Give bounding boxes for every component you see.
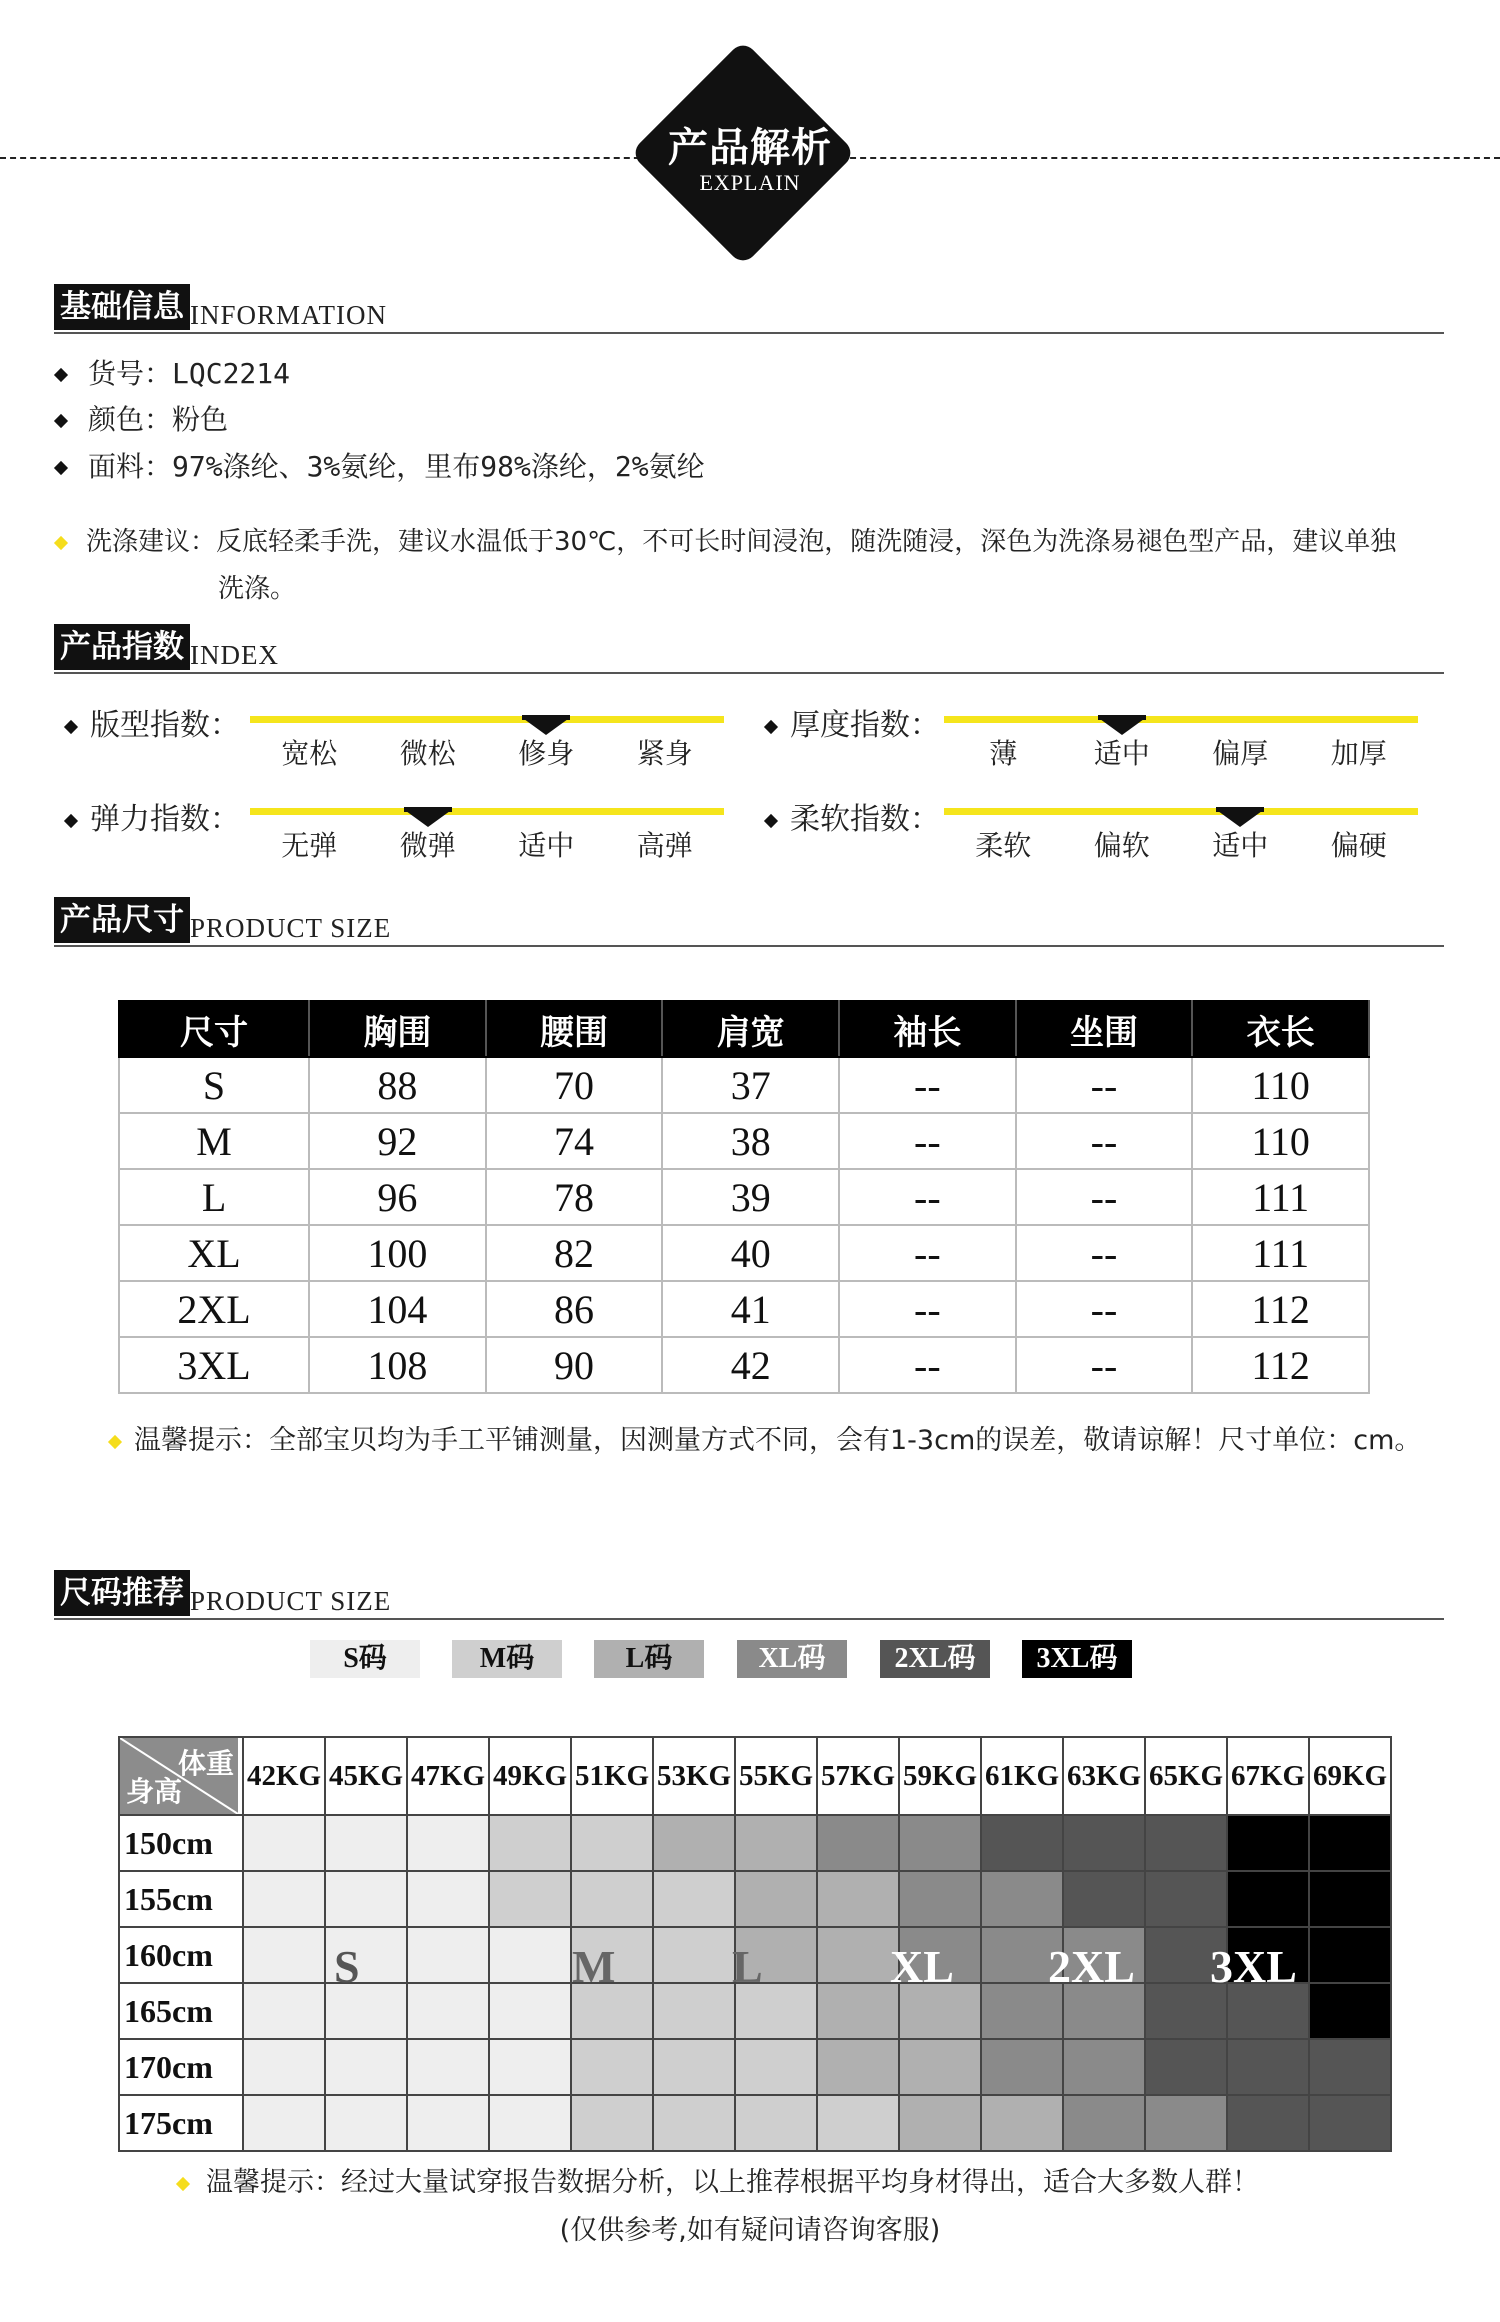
size-note: 温馨提示：全部宝贝均为手工平铺测量，因测量方式不同，会有1-3cm的误差，敬请谅解！尺寸单位：cm。	[110, 1418, 1421, 1457]
index-label: 版型指数：	[66, 700, 240, 744]
size-table-cell: --	[1016, 1225, 1193, 1281]
section-size-en: PRODUCT SIZE	[190, 913, 392, 943]
size-cell	[325, 1815, 407, 1871]
size-table-cell: 42	[662, 1337, 839, 1393]
weight-header-cell: 57KG	[817, 1737, 899, 1815]
index-scale-bar	[250, 808, 724, 815]
size-cell	[489, 2095, 571, 2151]
size-cell	[653, 1815, 735, 1871]
size-cell	[1227, 2095, 1309, 2151]
size-cell	[407, 1983, 489, 2039]
size-cell	[1145, 2039, 1227, 2095]
weight-header-cell: 69KG	[1309, 1737, 1391, 1815]
size-cell	[1309, 1871, 1391, 1927]
rec-note-sub: (仅供参考,如有疑问请咨询客服)	[559, 2215, 941, 2246]
size-table-cell: 70	[486, 1057, 663, 1113]
size-cell	[817, 1983, 899, 2039]
size-cell	[981, 1815, 1063, 1871]
size-table-row	[119, 1281, 1369, 1337]
size-table-cell: 40	[662, 1225, 839, 1281]
weight-header-cell: 55KG	[735, 1737, 817, 1815]
size-table-cell: 92	[309, 1113, 486, 1169]
size-cell	[1063, 1815, 1145, 1871]
size-cell	[899, 1871, 981, 1927]
size-cell	[1145, 1815, 1227, 1871]
size-cell	[325, 1871, 407, 1927]
size-cell	[243, 2095, 325, 2151]
legend-item: XL码	[737, 1640, 847, 1678]
index-option: 柔软	[975, 829, 1032, 862]
size-cell	[817, 2039, 899, 2095]
size-table-cell: 82	[486, 1225, 663, 1281]
size-table-cell: 37	[662, 1057, 839, 1113]
size-cell	[325, 2039, 407, 2095]
size-table-row	[119, 1113, 1369, 1169]
size-cell	[1227, 2039, 1309, 2095]
legend-item: M码	[452, 1640, 562, 1678]
yellow-bullet-icon	[176, 2176, 190, 2190]
size-cell	[407, 1927, 489, 1983]
size-cell	[817, 1927, 899, 1983]
size-table-cell: 90	[486, 1337, 663, 1393]
grid-size-label: M	[572, 1941, 616, 1992]
size-table-cell: 3XL	[119, 1337, 309, 1393]
size-table-header-cell: 衣长	[1192, 1001, 1369, 1057]
weight-header-cell: 63KG	[1063, 1737, 1145, 1815]
section-basic-en: INFORMATION	[190, 300, 388, 330]
size-table-cell: 2XL	[119, 1281, 309, 1337]
size-cell	[407, 2039, 489, 2095]
size-cell	[571, 1871, 653, 1927]
size-cell	[1063, 2039, 1145, 2095]
info-wash: 洗涤建议：反底轻柔手洗，建议水温低于30℃，不可长时间浸泡，随洗随浸，深色为洗涤易褪色型产品，建议单独	[56, 521, 1396, 558]
size-cell	[489, 2039, 571, 2095]
weight-header-cell: 42KG	[243, 1737, 325, 1815]
index-option: 加厚	[1330, 737, 1387, 770]
size-table-row	[119, 1337, 1369, 1393]
index-option: 微弹	[399, 829, 456, 862]
index-label: 弹力指数：	[66, 794, 240, 838]
size-table-header-row	[119, 1001, 1369, 1057]
size-cell	[653, 1927, 735, 1983]
index-selected-marker-icon	[1218, 811, 1262, 827]
size-cell	[1309, 1983, 1391, 2039]
corner-height-label: 身高	[126, 1777, 183, 1808]
size-table-cell: --	[1016, 1113, 1193, 1169]
size-cell	[653, 1983, 735, 2039]
size-table-cell: 110	[1192, 1113, 1369, 1169]
size-table-cell: --	[1016, 1169, 1193, 1225]
size-table-cell: --	[839, 1281, 1016, 1337]
weight-header-cell: 47KG	[407, 1737, 489, 1815]
grid-size-label: 2XL	[1048, 1941, 1135, 1992]
size-cell	[325, 2095, 407, 2151]
size-cell	[735, 2039, 817, 2095]
size-table-cell: 111	[1192, 1225, 1369, 1281]
size-table-cell: 38	[662, 1113, 839, 1169]
size-table-cell: --	[839, 1113, 1016, 1169]
size-table-cell: --	[839, 1169, 1016, 1225]
index-option: 偏硬	[1330, 829, 1387, 862]
index-option: 微松	[399, 737, 456, 770]
index-scale-bar	[944, 716, 1418, 723]
diamond-bullet-icon	[764, 719, 778, 733]
weight-header-cell: 65KG	[1145, 1737, 1227, 1815]
size-table-cell: 88	[309, 1057, 486, 1113]
index-option: 高弹	[636, 829, 693, 862]
size-cell	[981, 2095, 1063, 2151]
size-cell	[981, 1871, 1063, 1927]
size-table-cell: 104	[309, 1281, 486, 1337]
size-table-cell: 100	[309, 1225, 486, 1281]
weight-header-cell: 61KG	[981, 1737, 1063, 1815]
height-header-cell: 175cm	[119, 2095, 243, 2151]
yellow-bullet-icon	[54, 535, 68, 549]
height-row	[119, 1815, 1391, 1871]
legend-item: 2XL码	[880, 1640, 990, 1678]
section-basic-info	[54, 284, 1444, 334]
size-table-cell: 110	[1192, 1057, 1369, 1113]
size-cell	[407, 1871, 489, 1927]
size-table-cell: 112	[1192, 1337, 1369, 1393]
rec-note: 温馨提示：经过大量试穿报告数据分析，以上推荐根据平均身材得出，适合大多数人群！	[178, 2160, 1259, 2199]
size-table-cell: XL	[119, 1225, 309, 1281]
header-subtitle: EXPLAIN	[699, 170, 801, 195]
size-cell	[1309, 1927, 1391, 1983]
section-rec-title: 尺码推荐	[54, 1570, 190, 1616]
index-option: 适中	[518, 829, 575, 862]
corner-weight-label: 体重	[177, 1749, 234, 1780]
height-row	[119, 2095, 1391, 2151]
index-option: 无弹	[281, 829, 338, 862]
size-table-cell: 39	[662, 1169, 839, 1225]
section-size-recommend	[54, 1570, 1444, 1620]
size-table-cell: 111	[1192, 1169, 1369, 1225]
index-option: 偏厚	[1212, 737, 1269, 770]
height-header-cell: 150cm	[119, 1815, 243, 1871]
size-cell	[1145, 1871, 1227, 1927]
size-cell	[817, 1815, 899, 1871]
size-table-cell: --	[839, 1337, 1016, 1393]
size-table-cell: 108	[309, 1337, 486, 1393]
size-table-cell: --	[839, 1057, 1016, 1113]
size-cell	[1309, 1815, 1391, 1871]
index-selected-marker-icon	[406, 811, 450, 827]
index-option: 薄	[989, 737, 1018, 770]
height-row	[119, 1871, 1391, 1927]
info-fabric: 面料：97%涤纶、3%氨纶，里布98%涤纶，2%氨纶	[56, 445, 705, 485]
size-table-header-cell: 坐围	[1016, 1001, 1193, 1057]
size-cell	[1227, 1815, 1309, 1871]
legend-item: L码	[594, 1640, 704, 1678]
weight-header-cell: 53KG	[653, 1737, 735, 1815]
legend-item: 3XL码	[1022, 1640, 1132, 1678]
size-table-cell: 96	[309, 1169, 486, 1225]
grid-size-label: 3XL	[1210, 1941, 1297, 1992]
size-cell	[407, 2095, 489, 2151]
size-cell	[489, 1871, 571, 1927]
diamond-bullet-icon	[54, 414, 68, 428]
info-item-no: 货号：LQC2214	[56, 352, 290, 392]
size-table-header-cell: 肩宽	[662, 1001, 839, 1057]
yellow-bullet-icon	[108, 1434, 122, 1448]
size-cell	[735, 2095, 817, 2151]
size-cell	[899, 2095, 981, 2151]
recommend-header-row	[119, 1737, 1391, 1815]
size-table-header-cell: 袖长	[839, 1001, 1016, 1057]
section-product-size	[54, 897, 1444, 947]
size-cell	[489, 1927, 571, 1983]
size-table-header-cell: 胸围	[309, 1001, 486, 1057]
size-cell	[653, 2039, 735, 2095]
height-header-cell: 170cm	[119, 2039, 243, 2095]
size-cell	[243, 1871, 325, 1927]
header-dashed-line-right	[840, 157, 1500, 159]
header-dashed-line-left	[0, 157, 660, 159]
size-table-cell: M	[119, 1113, 309, 1169]
size-cell	[571, 1815, 653, 1871]
size-cell	[243, 1815, 325, 1871]
size-cell	[489, 1815, 571, 1871]
diamond-bullet-icon	[64, 813, 78, 827]
size-table-row	[119, 1225, 1369, 1281]
index-option: 宽松	[281, 737, 338, 770]
size-cell	[981, 2039, 1063, 2095]
legend-item: S码	[310, 1640, 420, 1678]
size-cell	[653, 1871, 735, 1927]
size-cell	[1309, 2095, 1391, 2151]
section-index-title: 产品指数	[54, 624, 190, 670]
size-table-cell: --	[1016, 1337, 1193, 1393]
size-cell	[243, 1927, 325, 1983]
info-wash-cont: 洗涤。	[218, 574, 297, 604]
size-cell	[817, 2095, 899, 2151]
size-cell	[899, 2039, 981, 2095]
size-table-cell: 78	[486, 1169, 663, 1225]
grid-size-label: L	[732, 1941, 763, 1992]
section-index	[54, 624, 1444, 674]
index-label: 厚度指数：	[766, 700, 940, 744]
size-cell	[735, 1815, 817, 1871]
size-table-row	[119, 1057, 1369, 1113]
size-cell	[489, 1983, 571, 2039]
weight-header-cell: 49KG	[489, 1737, 571, 1815]
index-option: 适中	[1093, 737, 1150, 770]
weight-header-cell: 67KG	[1227, 1737, 1309, 1815]
index-option: 适中	[1212, 829, 1269, 862]
size-table-cell: 112	[1192, 1281, 1369, 1337]
size-cell	[1063, 1871, 1145, 1927]
size-table-cell: --	[1016, 1057, 1193, 1113]
weight-header-cell: 51KG	[571, 1737, 653, 1815]
section-basic-title: 基础信息	[54, 284, 190, 330]
index-option: 修身	[518, 737, 575, 770]
height-header-cell: 160cm	[119, 1927, 243, 1983]
size-cell	[571, 2039, 653, 2095]
size-table-cell: 74	[486, 1113, 663, 1169]
diamond-bullet-icon	[764, 813, 778, 827]
header-title: 产品解析	[668, 124, 832, 171]
index-option: 紧身	[636, 737, 693, 770]
section-rec-en: PRODUCT SIZE	[190, 1586, 392, 1616]
height-header-cell: 165cm	[119, 1983, 243, 2039]
size-table-header-cell: 尺寸	[119, 1001, 309, 1057]
size-cell	[571, 2095, 653, 2151]
size-table-cell: --	[1016, 1281, 1193, 1337]
size-cell	[243, 1983, 325, 2039]
size-cell	[899, 1815, 981, 1871]
size-cell	[407, 1815, 489, 1871]
diamond-bullet-icon	[64, 719, 78, 733]
index-option: 偏软	[1093, 829, 1150, 862]
size-cell	[1063, 2095, 1145, 2151]
weight-header-cell: 45KG	[325, 1737, 407, 1815]
size-table-cell: 86	[486, 1281, 663, 1337]
index-selected-marker-icon	[524, 719, 568, 735]
size-table-cell: S	[119, 1057, 309, 1113]
size-cell	[243, 2039, 325, 2095]
index-selected-marker-icon	[1100, 719, 1144, 735]
size-table	[118, 1000, 1370, 1394]
size-table-cell: L	[119, 1169, 309, 1225]
info-color: 颜色：粉色	[56, 398, 228, 438]
size-cell	[1309, 2039, 1391, 2095]
size-cell	[1145, 2095, 1227, 2151]
grid-size-label: XL	[890, 1941, 954, 1992]
index-label: 柔软指数：	[766, 794, 940, 838]
size-table-cell: --	[839, 1225, 1016, 1281]
size-table-header-cell: 腰围	[486, 1001, 663, 1057]
section-index-en: INDEX	[190, 640, 279, 670]
size-cell	[735, 1871, 817, 1927]
size-cell	[1227, 1871, 1309, 1927]
size-cell	[817, 1871, 899, 1927]
grid-size-label: S	[334, 1941, 360, 1992]
weight-header-cell: 59KG	[899, 1737, 981, 1815]
grid-corner-cell	[119, 1737, 243, 1815]
height-row	[119, 2039, 1391, 2095]
section-size-title: 产品尺寸	[54, 897, 190, 943]
index-scale-bar	[250, 716, 724, 723]
diamond-bullet-icon	[54, 461, 68, 475]
size-table-row	[119, 1169, 1369, 1225]
index-scale-bar	[944, 808, 1418, 815]
size-table-cell: 41	[662, 1281, 839, 1337]
diamond-bullet-icon	[54, 368, 68, 382]
size-cell	[653, 2095, 735, 2151]
height-header-cell: 155cm	[119, 1871, 243, 1927]
